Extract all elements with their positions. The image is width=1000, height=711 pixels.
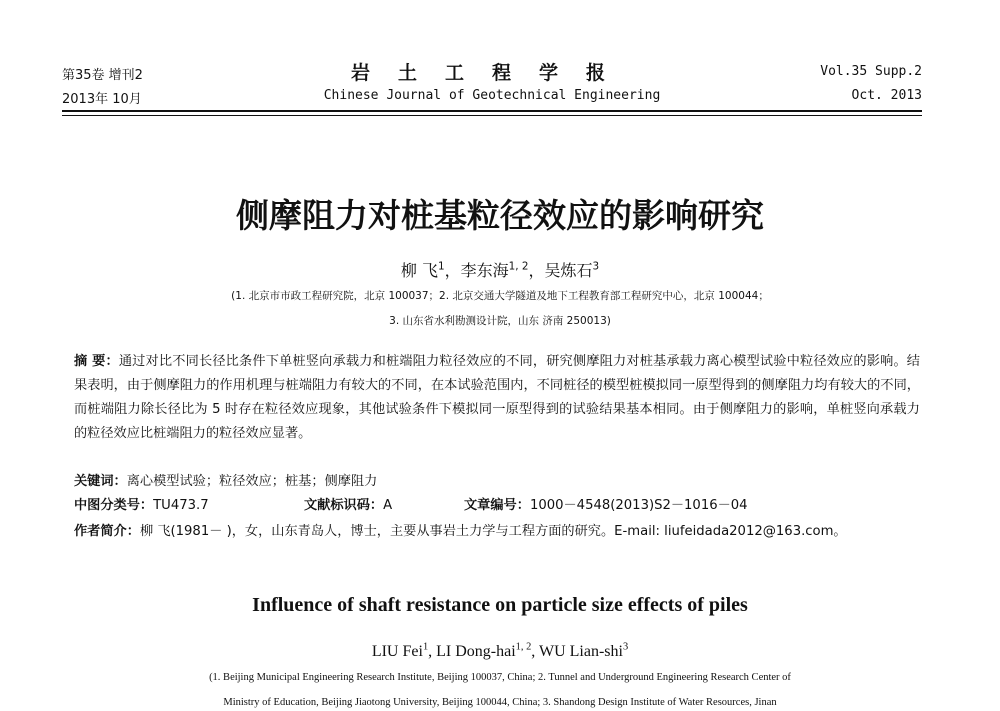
journal-name-en: Chinese Journal of Geotechnical Engineering: [323, 88, 661, 103]
keywords-label: 关键词：: [74, 474, 127, 489]
author-name: 柳 飞: [400, 261, 438, 280]
classification-line: [74, 494, 920, 513]
clc-label: 中图分类号：: [74, 498, 154, 513]
abstract-cn: [74, 350, 920, 446]
author-name: 吴炼石: [544, 261, 593, 280]
affiliation-en-line: (1. Beijing Municipal Engineering Research Institute, Beijing 100037, China; 2. Tunnel and Underground Engineering Research Center of: [209, 672, 791, 683]
author-affil-mark: 1, 2: [515, 641, 532, 653]
author-affil-mark: 3: [592, 260, 600, 273]
author-name: 李东海: [460, 261, 509, 280]
authors-cn: [0, 258, 1000, 281]
author-affil-mark: 3: [622, 641, 629, 653]
author-affil-mark: 1, 2: [508, 260, 529, 273]
abstract-label: 摘 要：: [74, 354, 119, 369]
volume-cn: 第35卷 增刊2: [62, 68, 143, 83]
doc-code-value: A: [383, 498, 393, 513]
article-no-value: 1000－4548(2013)S2－1016－04: [529, 498, 748, 513]
author-name: WU Lian-shi: [538, 643, 623, 660]
paper-title-cn: 侧摩阻力对桩基粒径效应的影响研究: [236, 196, 764, 235]
author-affil-mark: 1: [422, 641, 429, 653]
author-separator: ，: [528, 261, 545, 280]
author-separator: ，: [444, 261, 461, 280]
author-separator: ,: [531, 643, 539, 660]
bio-text: 柳 飞(1981－ )，女，山东青岛人，博士，主要从事岩土力学与工程方面的研究。E-mail: liufeidada2012@163.com。: [139, 524, 847, 539]
author-name: LI Dong-hai: [436, 643, 516, 660]
abstract-text: 通过对比不同长径比条件下单桩竖向承载力和桩端阻力粒径效应的不同，研究侧摩阻力对桩基承载力离心模型试验中粒径效应的影响。结果表明，由于侧摩阻力的作用机理与桩端阻力有较大的不同，在本试验范围内，不同桩径的模型桩模拟同一原型得到的侧摩阻力均有较大的不同，而桩端阻力除长径比为 5 时存在粒径效应现象，其他试验条件下模拟同一原型得到的试验结果基本相同。由于侧摩阻力的影响，单桩竖向承载力的粒径效应比桩端阻力的粒径效应显著。: [74, 354, 920, 441]
bio-label: 作者简介：: [74, 524, 140, 539]
clc-value: TU473.7: [153, 498, 209, 513]
author-bio: [74, 519, 920, 545]
affiliation-cn-line: (1. 北京市市政工程研究院，北京 100037；2. 北京交通大学隧道及地下工程教育部工程研究中心，北京 100044；: [231, 290, 769, 302]
author-affil-mark: 1: [437, 260, 445, 273]
keywords-text: 离心模型试验；粒径效应；桩基；侧摩阻力: [126, 474, 378, 489]
volume-en: Vol.35 Supp.2: [820, 64, 922, 79]
date-en: Oct. 2013: [851, 88, 922, 103]
header-rule-thin: [62, 115, 922, 116]
author-separator: ,: [428, 643, 437, 660]
journal-name-cn: 岩土工程学报: [350, 62, 633, 84]
author-name: LIU Fei: [371, 643, 423, 660]
keywords-cn: [74, 470, 377, 489]
affiliation-cn-line: 3. 山东省水利勘测设计院，山东 济南 250013): [389, 315, 611, 327]
header-rule-thick: [62, 110, 922, 112]
date-cn: 2013年 10月: [62, 92, 142, 107]
doc-code-label: 文献标识码：: [304, 498, 384, 513]
paper-title-en: Influence of shaft resistance on particle size effects of piles: [252, 594, 748, 616]
article-no-label: 文章编号：: [464, 498, 530, 513]
authors-en: [0, 643, 1000, 661]
affiliation-en-line: Ministry of Education, Beijing Jiaotong University, Beijing 100044, China; 3. Shandong Design Institute of Water Resources, Jinan: [223, 697, 777, 708]
journal-header: [62, 58, 922, 108]
